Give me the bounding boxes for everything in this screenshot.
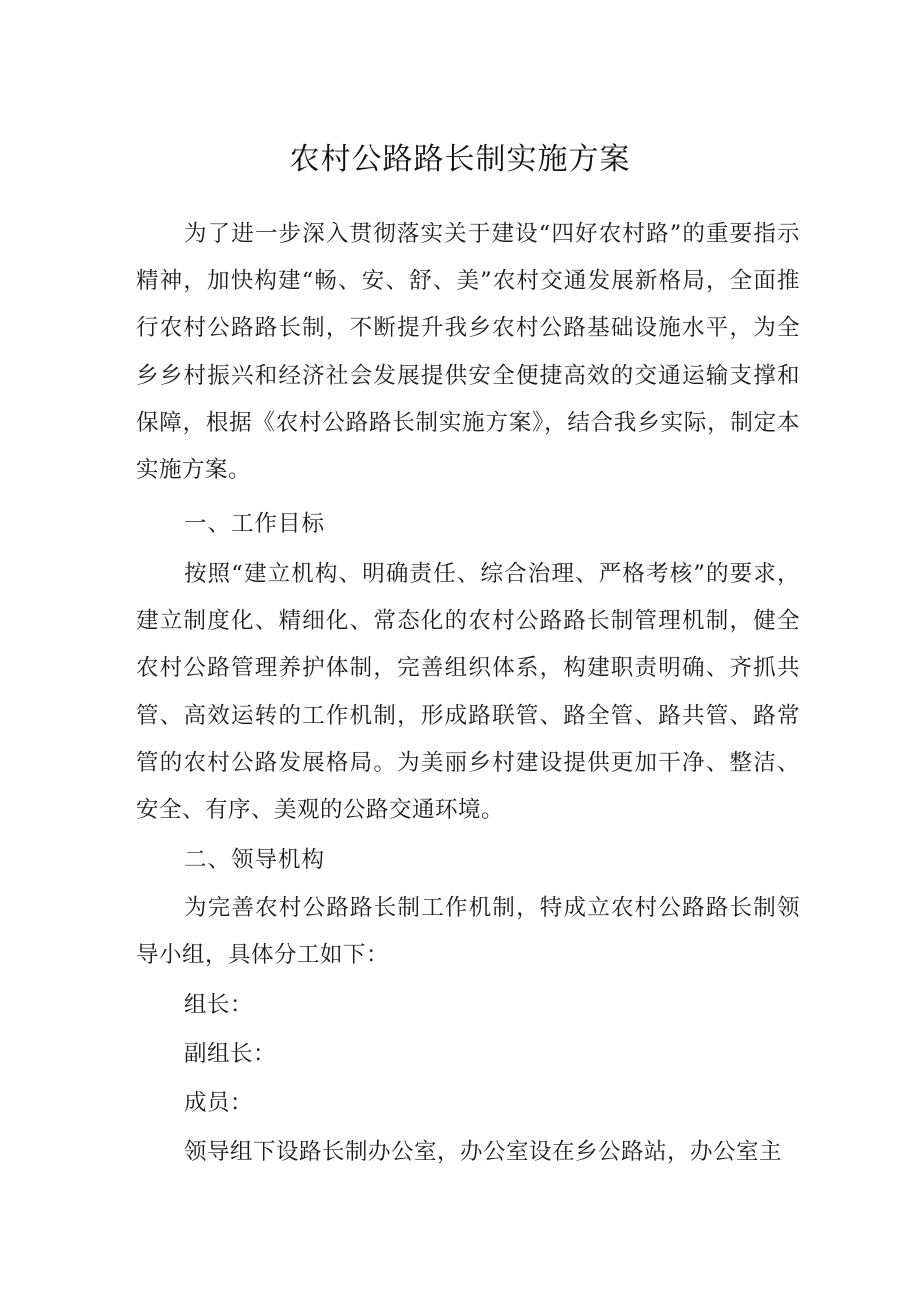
document-title: 农村公路路长制实施方案: [289, 142, 631, 177]
section-heading-leadership: 二、领导机构: [184, 847, 326, 873]
members-line: 成员：: [184, 1090, 254, 1116]
office-paragraph: 领导组下设路长制办公室，办公室设在乡公路站，办公室主: [184, 1139, 783, 1165]
leadership-paragraph: 为完善农村公路路长制工作机制，特成立农村公路路长制领导小组，具体分工如下：: [136, 895, 800, 969]
section-heading-work-goals: 一、工作目标: [184, 511, 326, 537]
deputy-leader-line: 副组长：: [184, 1041, 277, 1067]
intro-paragraph: 为了进一步深入贯彻落实关于建设“四好农村路”的重要指示精神，加快构建“畅、安、舒、美”农村交通发展新格局，全面推行农村公路路长制，不断提升我乡农村公路基础设施水平，为全乡乡村振兴和经济社会发展提供安全便捷高效的交通运输支撑和保障，根据《农村公路路长制实施方案》，结合我乡实际，制定本实施方案。: [136, 221, 800, 484]
work-goals-paragraph: 按照“建立机构、明确责任、综合治理、严格考核”的要求，建立制度化、精细化、常态化的农村公路路长制管理机制，健全农村公路管理养护体制，完善组织体系，构建职责明确、齐抓共管、高效运转的工作机制，形成路联管、路全管、路共管、路常管的农村公路发展格局。为美丽乡村建设提供更加干净、整洁、安全、有序、美观的公路交通环境。: [136, 561, 800, 824]
leader-line: 组长：: [184, 992, 254, 1018]
